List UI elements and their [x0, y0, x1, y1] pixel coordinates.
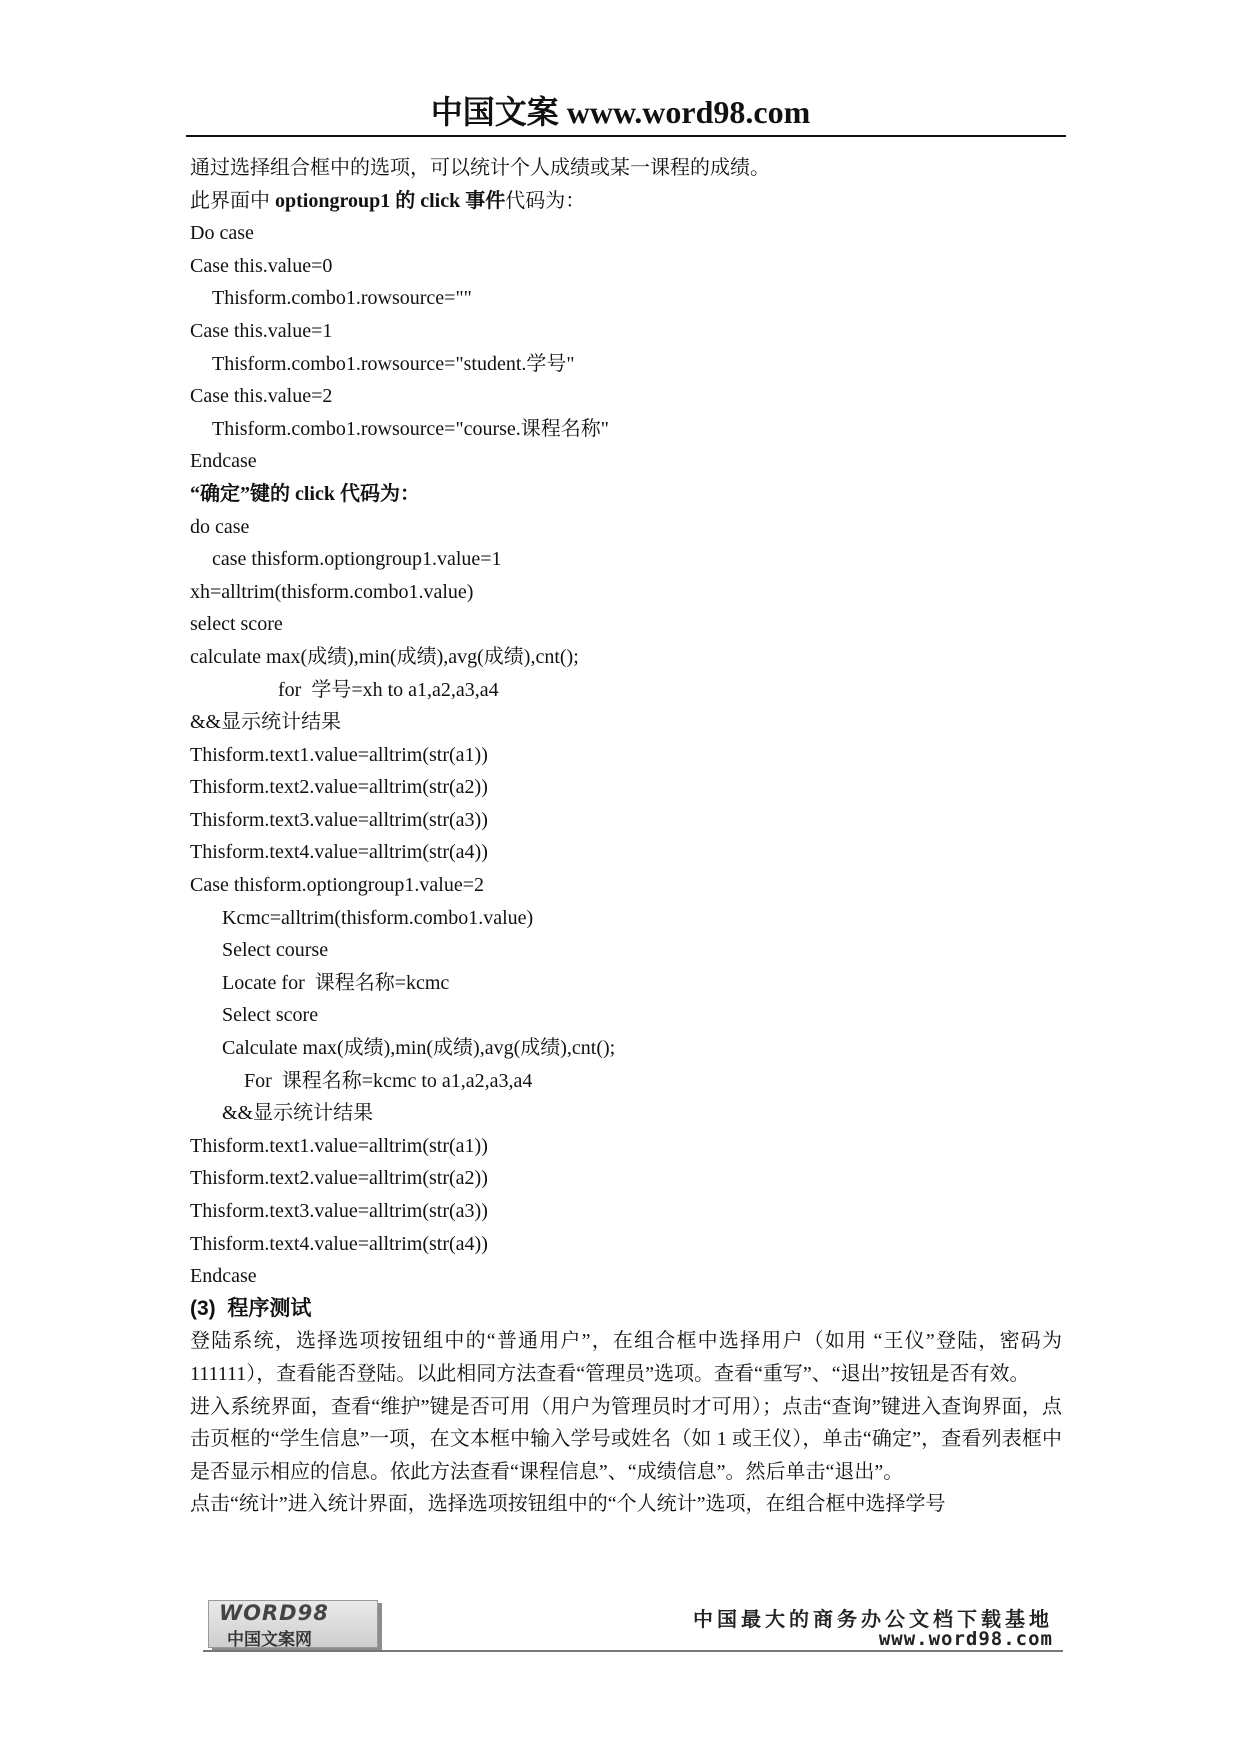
footer-divider	[203, 1650, 1063, 1652]
body-paragraph: 点击“统计”进入统计界面，选择选项按钮组中的“个人统计”选项，在组合框中选择学号	[190, 1493, 946, 1516]
code-line: Case thisform.optiongroup1.value=2	[190, 874, 485, 897]
page-header-title: 中国文案 www.word98.com	[430, 94, 811, 130]
body-paragraph: 登陆系统，选择选项按钮组中的“普通用户”，在组合框中选择用户（如用 “王仪”登陆，密码为 111111），查看能否登陆。以此相同方法查看“管理员”选项。查看“重写”、“退出”按钮是否有效。	[190, 1330, 1062, 1385]
intro-label-suffix: 代码为：	[505, 189, 586, 212]
code-line: Thisform.combo1.rowsource="course.课程名称"	[212, 417, 609, 440]
confirm-code-heading: “确定”键的 click 代码为：	[190, 482, 420, 505]
word98-logo	[208, 1600, 378, 1648]
code-line: Select score	[222, 1004, 319, 1027]
intro-label-bold: optiongroup1 的 click 事件	[275, 189, 506, 212]
code-line: Kcmc=alltrim(thisform.combo1.value)	[222, 906, 534, 929]
code-line: Case this.value=0	[190, 254, 333, 277]
code-line: Select course	[222, 939, 329, 962]
code-line: Thisform.text1.value=alltrim(str(a1))	[190, 743, 488, 766]
code-line: Case this.value=1	[190, 319, 333, 342]
logo-wordmark: WORD98	[219, 1601, 329, 1625]
code-line: &&显示统计结果	[190, 711, 342, 734]
code-line: For 课程名称=kcmc to a1,a2,a3,a4	[244, 1069, 533, 1092]
code-line: Thisform.text1.value=alltrim(str(a1))	[190, 1134, 488, 1157]
logo-subtitle: 中国文案网	[227, 1630, 312, 1650]
intro-code-label	[190, 185, 1062, 218]
intro-line: 通过选择组合框中的选项，可以统计个人成绩或某一课程的成绩。	[190, 157, 770, 179]
code-line: calculate max(成绩),min(成绩),avg(成绩),cnt();	[190, 645, 579, 668]
code-line: Endcase	[190, 450, 257, 473]
code-line: Endcase	[190, 1265, 257, 1288]
code-line: Thisform.text4.value=alltrim(str(a4))	[190, 1232, 488, 1255]
code-line: select score	[190, 613, 283, 636]
footer-url: www.word98.com	[878, 1628, 1053, 1650]
document-body	[190, 152, 1062, 1521]
section-heading: (3) 程序测试	[190, 1296, 312, 1320]
code-line: Case this.value=2	[190, 385, 333, 408]
body-paragraph: 进入系统界面，查看“维护”键是否可用（用户为管理员时才可用）；点击“查询”键进入查询界面，点击页框的“学生信息”一项，在文本框中输入学号或姓名（如 1 或王仪），单击“确定”，查看列表框中是否显示相应的信息。依此方法查看“课程信息”、“成绩信息”。然后单击“退出”。	[190, 1395, 1062, 1483]
code-line: Thisform.text2.value=alltrim(str(a2))	[190, 776, 488, 799]
code-line: xh=alltrim(thisform.combo1.value)	[190, 580, 474, 603]
code-line: for 学号=xh to a1,a2,a3,a4	[278, 678, 499, 701]
header-divider	[186, 135, 1066, 137]
code-line: Locate for 课程名称=kcmc	[222, 971, 450, 994]
code-line: Thisform.text3.value=alltrim(str(a3))	[190, 1200, 488, 1222]
footer-slogan: 中国最大的商务办公文档下载基地	[693, 1607, 1053, 1631]
code-line: &&显示统计结果	[222, 1102, 374, 1125]
code-line: Do case	[190, 222, 254, 245]
code-line: do case	[190, 515, 250, 538]
code-line: Thisform.text2.value=alltrim(str(a2))	[190, 1167, 488, 1190]
code-line: case thisform.optiongroup1.value=1	[212, 548, 502, 571]
code-line: Calculate max(成绩),min(成绩),avg(成绩),cnt();	[222, 1037, 616, 1060]
code-line: Thisform.combo1.rowsource="student.学号"	[212, 352, 575, 375]
intro-label-prefix: 此界面中	[190, 189, 275, 212]
code-line: Thisform.text4.value=alltrim(str(a4))	[190, 841, 488, 864]
code-line: Thisform.text3.value=alltrim(str(a3))	[190, 808, 488, 831]
code-line: Thisform.combo1.rowsource=""	[212, 287, 472, 310]
